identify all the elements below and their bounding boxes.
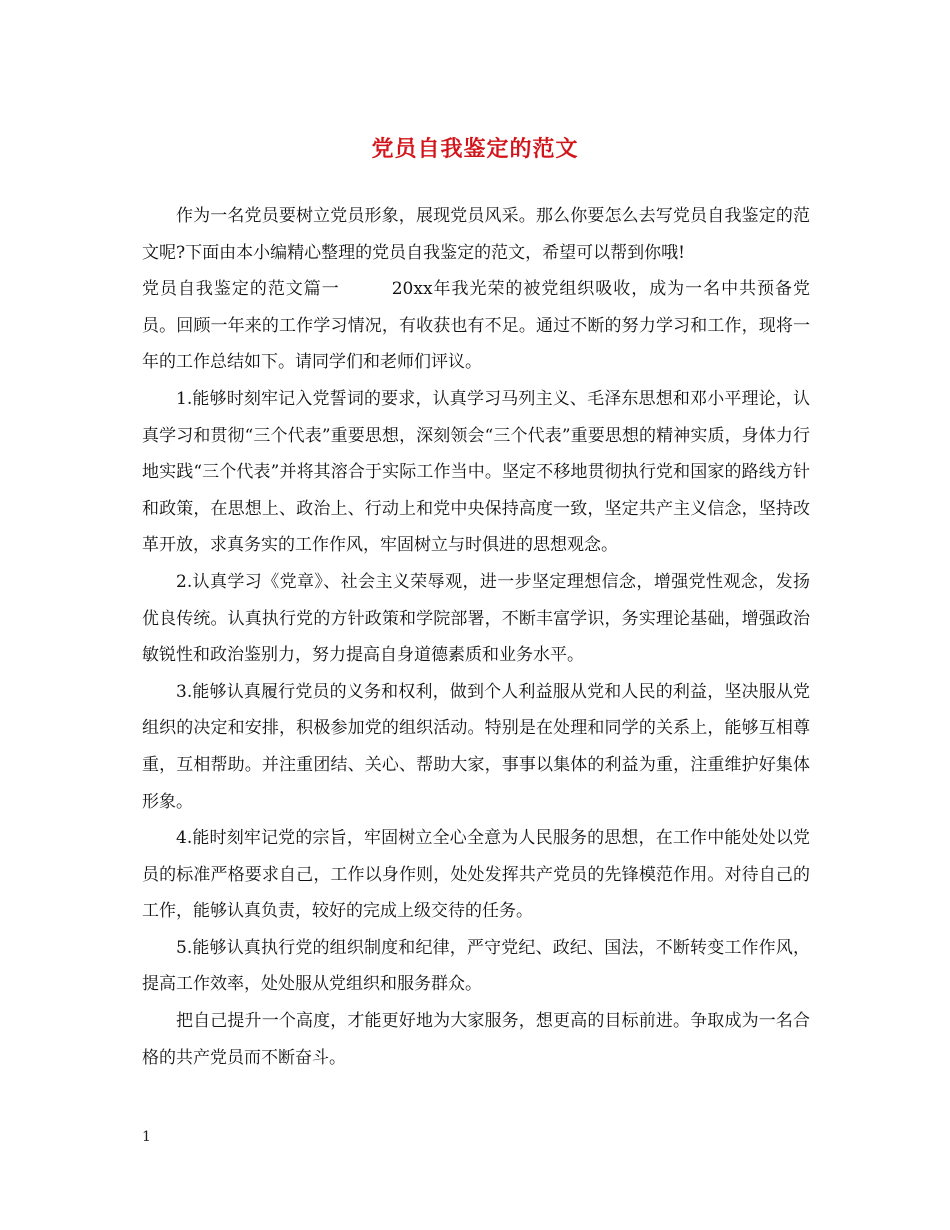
list-item-3: 3.能够认真履行党员的义务和权利，做到个人利益服从党和人民的利益，坚决服从党组织的决定和安排，积极参加党的组织活动。特别是在处理和同学的关系上，能够互相尊重，互相帮助。并注重团结、关心、帮助大家，事事以集体的利益为重，注重维护好集体形象。 (142, 681, 810, 812)
intro-paragraph-2 (142, 271, 810, 381)
section-heading: 党员自我鉴定的范文篇一 (142, 279, 340, 300)
list-item-2: 2.认真学习《党章》、社会主义荣辱观，进一步坚定理想信念，增强党性观念，发扬优良传统。认真执行党的方针政策和学院部署，不断丰富学识，务实理论基础，增强政治敏锐性和政治鉴别力，努力提高自身道德素质和业务水平。 (142, 571, 810, 666)
document-body (142, 198, 810, 1076)
list-item-5: 5.能够认真执行党的组织制度和纪律，严守党纪、政纪、国法，不断转变工作作风，提高工作效率，处处服从党组织和服务群众。 (142, 937, 810, 995)
document-title: 党员自我鉴定的范文 (371, 136, 579, 162)
closing-paragraph: 把自己提升一个高度，才能更好地为大家服务，想更高的目标前进。争取成为一名合格的共产党员而不断奋斗。 (142, 1011, 810, 1068)
page-number: 1 (142, 1129, 151, 1145)
list-item-1: 1.能够时刻牢记入党誓词的要求，认真学习马列主义、毛泽东思想和邓小平理论，认真学习和贯彻“三个代表”重要思想，深刻领会“三个代表”重要思想的精神实质，身体力行地实践“三个代表”并将其溶合于实际工作当中。坚定不移地贯彻执行党和国家的路线方针和政策，在思想上、政治上、行动上和党中央保持高度一致，坚定共产主义信念，坚持改革开放，求真务实的工作作风，牢固树立与时俱进的思想观念。 (142, 388, 810, 556)
section-intro-text: 20xx年我光荣的被党组织吸收，成为一名中共预备党员。回顾一年来的工作学习情况，有收获也有不足。通过不断的努力学习和工作，现将一年的工作总结如下。请同学们和老师们评议。 (142, 279, 811, 373)
intro-paragraph: 作为一名党员要树立党员形象，展现党员风采。那么你要怎么去写党员自我鉴定的范文呢?下面由本小编精心整理的党员自我鉴定的范文，希望可以帮到你哦! (142, 206, 810, 263)
list-item-4: 4.能时刻牢记党的宗旨，牢固树立全心全意为人民服务的思想，在工作中能处处以党员的标准严格要求自己，工作以身作则，处处发挥共产党员的先锋模范作用。对待自己的工作，能够认真负责，较好的完成上级交待的任务。 (142, 828, 810, 922)
